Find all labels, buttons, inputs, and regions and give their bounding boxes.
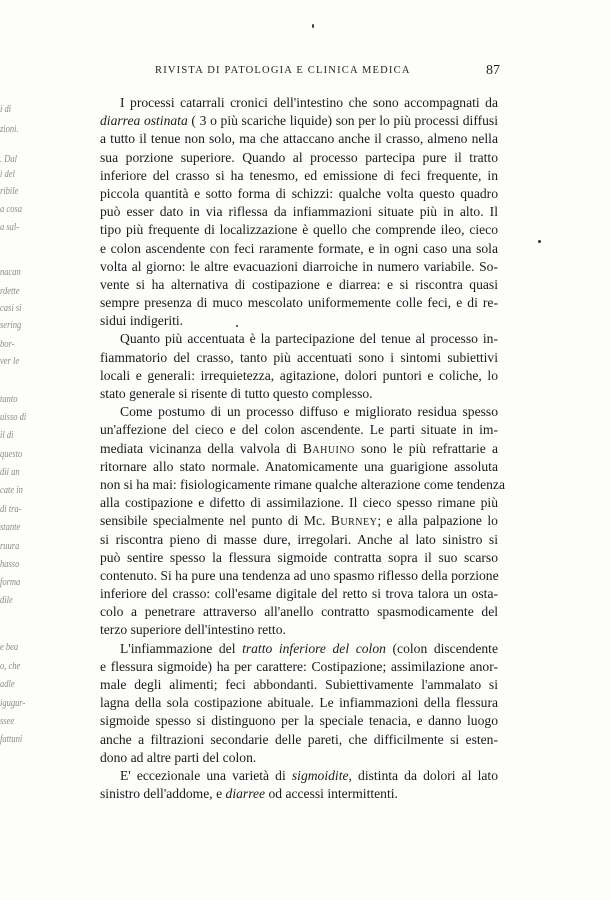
text-run: E' eccezionale una varietà di — [120, 767, 292, 783]
bleed-fragment: casi si — [0, 303, 22, 314]
text-line: Quanto più accentuata è la partecipazione del tenue al processo in- — [120, 331, 498, 347]
ink-speck — [312, 24, 314, 28]
text-run: ; e alla palpazione lo — [377, 513, 498, 529]
bleed-fragment: zioni. — [0, 124, 19, 135]
body-text — [100, 94, 505, 803]
paragraph — [100, 640, 498, 767]
bleed-fragment: i del — [0, 169, 15, 180]
text-line: un'affezione del cieco e del colon ascendente. Le parti situate in im- — [100, 422, 498, 438]
bleed-fragment: bor- — [0, 339, 15, 350]
text-line: fiammatorio del crasso, tanto più accentuati sono i sintomi subiettivi — [100, 349, 498, 365]
bleed-fragment: il di — [0, 430, 14, 441]
bleed-fragment: adle — [0, 679, 15, 690]
text-line: sua porzione superiore. Quando al processo partecipa pure il tratto — [100, 149, 498, 165]
text-run: od accessi intermittenti. — [265, 786, 398, 802]
bleed-fragment: a cosa — [0, 204, 22, 215]
bleed-fragment: hasso — [0, 559, 20, 570]
text-line: dono ad altre parti del colon. — [100, 749, 257, 765]
text-run: ( 3 o più scariche liquide) son per lo più processi diffusi — [187, 113, 498, 129]
text-line: alla costipazione e difetto di assimilazione. Il cieco spesso rimane più — [100, 495, 498, 511]
bleed-fragment: i di — [0, 104, 12, 115]
text-line: piccola quantità e sotto forma di schizzi: qualche volta questo quadro — [100, 185, 498, 201]
bleed-fragment: ver le — [0, 356, 20, 367]
text-line: e colon ascendente con feci raramente formate, e in ogni caso una sola — [100, 240, 498, 256]
bleed-fragment: ruura — [0, 541, 20, 552]
paragraph — [100, 767, 498, 803]
text-line: si riscontra pieno di masse dure, irregolari. Anche al lato sinistro si — [100, 531, 498, 547]
running-head: RIVISTA DI PATOLOGIA E CLINICA MEDICA — [155, 65, 411, 76]
italic-text: tratto inferiore del colon — [242, 640, 386, 656]
text-line: a tutto il tenue non solo, ma che attaccano anche il crasso, almeno nella — [100, 131, 498, 147]
text-line: locali e generali: irrequietezza, agitazione, dolori puntori e coliche, lo — [100, 367, 498, 383]
bleed-fragment: e bea — [0, 642, 19, 653]
bleed-fragment: forma — [0, 577, 21, 588]
bleed-fragment: fattuni — [0, 734, 23, 745]
text-line: ritornare allo stato normale. Anatomicamente una guarigione assoluta — [100, 458, 498, 474]
bleed-fragment: nacan — [0, 267, 21, 278]
small-caps-name: Bahuino — [302, 440, 355, 456]
italic-text: sigmoidite — [291, 767, 349, 783]
text-run: , distinta da dolori al lato — [348, 767, 498, 783]
text-line: lagna della sola costipazione abituale. Le infiammazioni della flessura — [100, 695, 498, 711]
italic-text: diarrea ostinata — [100, 113, 188, 129]
text-line: male degli alimenti; feci abbondanti. Subiettivamente l'ammalato si — [100, 677, 498, 692]
text-run: sono le più refrattarie a — [354, 440, 498, 456]
text-run: sensibile specialmente nel punto di Mc. — [100, 513, 331, 529]
paragraph — [100, 403, 505, 639]
text-line — [100, 640, 498, 658]
bleed-fragment: ssee — [0, 716, 15, 727]
text-line — [100, 440, 498, 458]
text-run: sinistro dell'addome, e — [100, 786, 226, 802]
bleed-fragment: . Dal — [0, 154, 17, 165]
text-line: inferiore del crasso si ha tenesmo, ed emissione di feci frequente, in — [100, 167, 498, 183]
text-line: vente si ha alternativa di costipazione e diarrea: e si riscontra quasi — [100, 276, 498, 292]
text-line — [100, 767, 498, 785]
text-line — [100, 512, 498, 530]
bleed-fragment: questo — [0, 449, 23, 460]
bleed-fragment: di tra- — [0, 504, 22, 515]
bleed-fragment: sering — [0, 320, 22, 331]
bleed-through-text — [0, 95, 34, 815]
bleed-fragment: cate in — [0, 485, 23, 496]
text-line: inferiore del crasso: coll'esame digitale del retto si trova talora un osta- — [100, 586, 498, 602]
ink-speck — [538, 240, 541, 243]
bleed-fragment: dile — [0, 595, 13, 606]
bleed-fragment: a sal- — [0, 222, 20, 233]
text-line: colo a penetrare attraverso all'anello contratto spasmodicamente del — [100, 604, 498, 620]
text-line: sidui indigeriti. — [100, 313, 184, 329]
bleed-fragment: o, che — [0, 661, 21, 672]
bleed-fragment: stante — [0, 522, 21, 533]
italic-text: diarree — [225, 786, 266, 802]
text-line: può esser dato in via riflessa da infiammazioni situate più in alto. Il — [100, 204, 498, 220]
bleed-fragment: dii un — [0, 467, 20, 478]
text-line: tipo più frequente di localizzazione è quello che comprende ileo, cieco — [100, 222, 498, 238]
text-line: volta al giorno: le altre evacuazioni diarroiche in numero variabile. So- — [100, 258, 498, 274]
text-line: terzo superiore dell'intestino retto. — [100, 622, 286, 638]
small-caps-name: Burney — [330, 513, 378, 529]
text-line: contenuto. Si ha pure una tendenza ad uno spasmo riflesso della porzione — [100, 567, 499, 583]
page-header — [100, 64, 500, 80]
text-line: e flessura sigmoide) ha per carattere: Costipazione; assimilazione anor- — [100, 658, 498, 674]
bleed-fragment: tanto — [0, 394, 18, 405]
text-line: sigmoide spesso si distinguono per la speciale tenacia, e danno luogo — [100, 713, 498, 729]
text-line: anche a filtrazioni secondarie delle pareti, che difficilmente si esten- — [100, 731, 498, 747]
text-line: può sentire spesso la flessura sigmoide contratta sopra il suo scarso — [100, 549, 498, 565]
bleed-fragment: uisso di — [0, 412, 27, 423]
text-line: non si ha mai: fisiologicamente rimane qualche alterazione come tendenza — [100, 476, 505, 492]
text-run: (colon discendente — [385, 640, 498, 656]
text-line — [100, 785, 498, 803]
text-run: L'infiammazione del — [120, 640, 243, 656]
bleed-fragment: ribile — [0, 186, 19, 197]
bleed-fragment: rdette — [0, 286, 20, 297]
text-run: mediata vicinanza della valvola di — [100, 440, 303, 456]
paragraph — [100, 94, 498, 330]
text-line: sempre presenza di muco mescolato uniformemente colle feci, e di re- — [100, 295, 498, 311]
text-line: Come postumo di un processo diffuso e migliorato residua spesso — [120, 404, 498, 420]
text-line — [100, 112, 498, 130]
page-number: 87 — [486, 63, 500, 78]
text-line: stato generale si risente di tutto questo complesso. — [100, 386, 373, 401]
bleed-fragment: igugur- — [0, 698, 26, 709]
text-line: I processi catarrali cronici dell'intestino che sono accompagnati da — [120, 95, 498, 110]
paragraph — [100, 330, 498, 403]
